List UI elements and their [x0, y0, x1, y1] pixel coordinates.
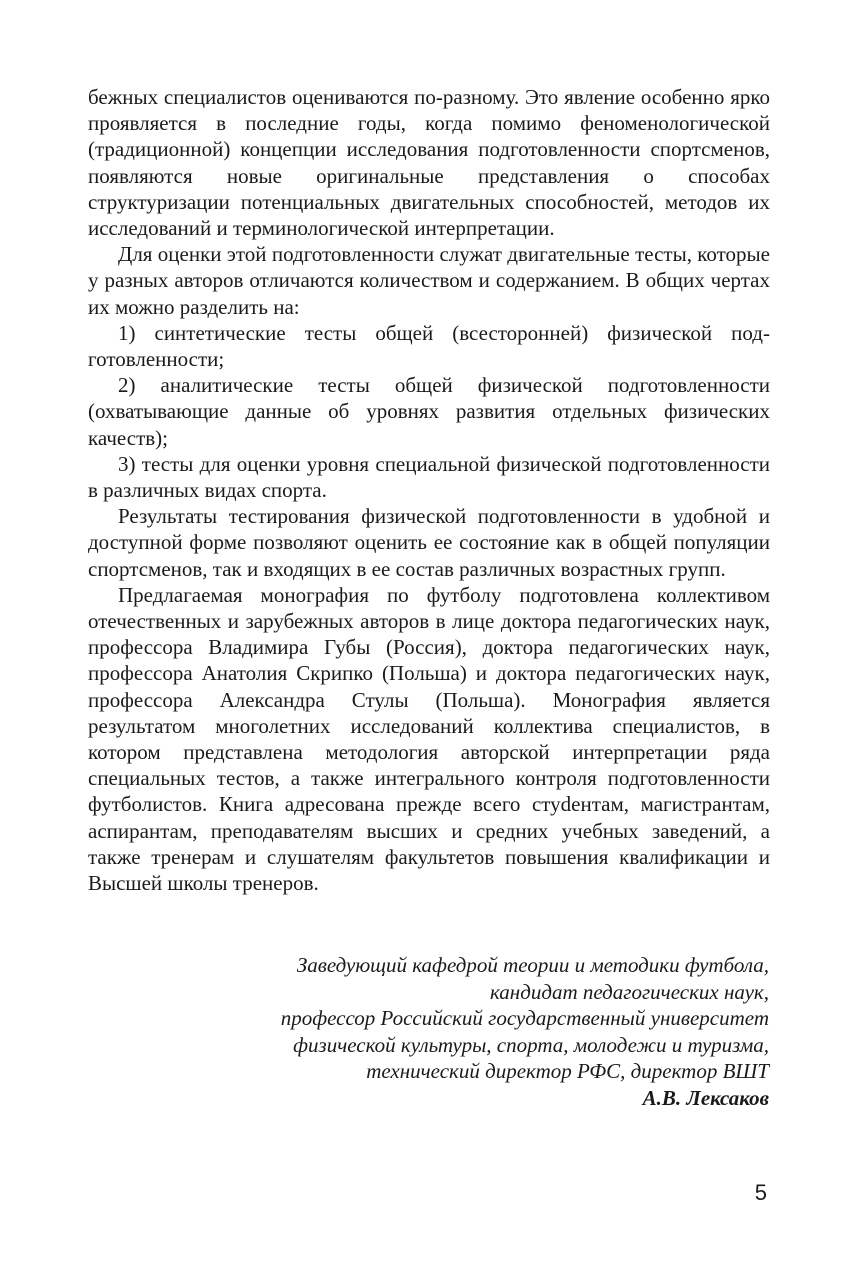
paragraph-continuation: бежных специалистов оцениваются по-разному. Это явление особенно ярко проявляется в последние годы, когда помимо феноменологической (традиционной) концепции исследования подготовленности спортсменов, появляются новые оригинальные представления о способах структуризации потенциальных двигательных способностей, методов их исследований и терминологической интерпретации.	[88, 85, 770, 241]
signature-block	[209, 952, 769, 1111]
signature-line: технический директор РФС, директор ВШТ	[366, 1059, 769, 1083]
list-item-analytic-tests: 2) аналитические тесты общей физической подготовленности (охватывающие данные об уровнях развития отдельных физических качеств);	[88, 373, 770, 450]
signature-line: кандидат педагогических наук,	[490, 979, 769, 1004]
signature-line: Заведующий кафедрой теории и методики футбола,	[296, 953, 769, 977]
signature-author: А.В. Лексаков	[642, 1085, 769, 1110]
signature-line: профессор Российский государственный университет	[280, 1006, 769, 1030]
page-number: 5	[754, 1180, 767, 1205]
list-item-special-tests: 3) тесты для оценки уровня специальной физической подготовленности в различных видах спорта.	[88, 451, 770, 503]
paragraph-monograph: Предлагаемая монография по футболу подготовлена коллективом отечественных и зарубежных авторов в лице доктора педагогических наук, профессора Владимира Губы (Россия), доктора педагогических наук, профессора Анатолия Скрипко (Польша) и доктора педагогических наук, профессора Александра Стулы (Польша). Монография является результатом многолетних исследований коллектива специалистов, в котором представлена методология авторской интерпретации ряда специальных тестов, а также интегрального контроля подготовленности футболистов. Книга адресована прежде всего стуdентам, магистрантам, аспирантам, преподавателям высших и средних учебных заведений, а также тренерам и слушателям факультетов повышения квалификации и Высшей школы тренеров.	[88, 582, 770, 896]
paragraph-test-results: Результаты тестирования физической подготовленности в удобной и доступной форме позволяют оценить ее состояние как в общей популяции спортсменов, так и входящих в ее состав различных возрастных групп.	[88, 504, 770, 581]
signature-line: физической культуры, спорта, молодежи и туризма,	[293, 1032, 769, 1057]
list-item-synthetic-tests: 1) синтетические тесты общей (всесторонней) физической подготовленности;	[88, 320, 770, 372]
paragraph-motor-tests: Для оценки этой подготовленности служат двигательные тесты, которые у разных авторов отличаются количеством и содержанием. В общих чертах их можно разделить на:	[88, 242, 770, 319]
page-body	[88, 84, 770, 896]
